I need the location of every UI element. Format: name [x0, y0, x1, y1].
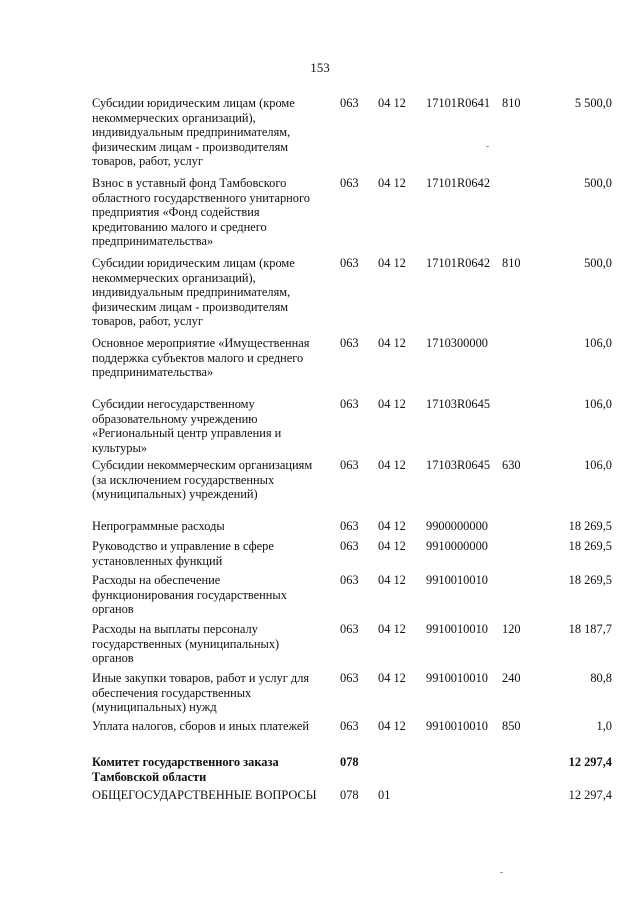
row-section-code: 04 12: [378, 458, 406, 472]
row-section-code: 04 12: [378, 96, 406, 110]
row-target-article: 9900000000: [426, 519, 488, 533]
table-row: [92, 176, 612, 249]
scan-speck: [486, 146, 489, 147]
row-amount: 12 297,4: [568, 788, 612, 802]
row-section-code: 04 12: [378, 622, 406, 636]
row-target-article: 1710300000: [426, 336, 488, 350]
row-ved-code: 078: [340, 755, 359, 769]
row-amount: 500,0: [584, 176, 612, 190]
row-name: Непрограммные расходы: [92, 519, 225, 533]
table-row: [92, 519, 612, 534]
table-row: [92, 96, 612, 169]
row-ved-code: 063: [340, 176, 359, 190]
row-target-article: 9910010010: [426, 622, 488, 636]
row-amount: 1,0: [596, 719, 612, 733]
row-section-code: 04 12: [378, 671, 406, 685]
row-name: Субсидии юридическим лицам (кроме некоммерческих организаций), индивидуальным предпринимателям, физическим лицам - производителям товаров, работ, услуг: [92, 256, 295, 329]
row-ved-code: 063: [340, 573, 359, 587]
table-row: [92, 573, 612, 617]
row-section-code: 04 12: [378, 719, 406, 733]
row-name: ОБЩЕГОСУДАРСТВЕННЫЕ ВОПРОСЫ: [92, 788, 317, 802]
row-amount: 12 297,4: [568, 755, 612, 769]
row-ved-code: 063: [340, 622, 359, 636]
row-section-code: 04 12: [378, 539, 406, 553]
row-name: Субсидии негосударственному образовательному учреждению «Региональный центр управления и культуры»: [92, 397, 282, 455]
row-target-article: 17101R0642: [426, 256, 491, 270]
row-expense-type: 810: [502, 256, 521, 270]
row-ved-code: 063: [340, 519, 359, 533]
row-section-code: 04 12: [378, 336, 406, 350]
row-section-code: 04 12: [378, 256, 406, 270]
row-target-article: 9910010010: [426, 671, 488, 685]
row-ved-code: 078: [340, 788, 359, 802]
row-name: Расходы на обеспечение функционирования государственных органов: [92, 573, 287, 617]
table-row: [92, 788, 612, 803]
row-ved-code: 063: [340, 397, 359, 411]
table-row: [92, 539, 612, 568]
row-expense-type: 850: [502, 719, 521, 733]
row-name: Расходы на выплаты персоналу государственных (муниципальных) органов: [92, 622, 280, 666]
table-row: [92, 458, 612, 502]
row-amount: 106,0: [584, 458, 612, 472]
row-expense-type: 810: [502, 96, 521, 110]
row-target-article: 17103R0645: [426, 397, 491, 411]
table-row: [92, 256, 612, 329]
row-amount: 18 269,5: [568, 519, 612, 533]
row-section-code: 04 12: [378, 573, 406, 587]
row-target-article: 17101R0642: [426, 176, 491, 190]
row-amount: 18 269,5: [568, 539, 612, 553]
row-name: Руководство и управление в сфере установленных функций: [92, 539, 274, 568]
row-section-code: 01: [378, 788, 391, 802]
row-ved-code: 063: [340, 336, 359, 350]
row-amount: 500,0: [584, 256, 612, 270]
scan-speck: [500, 872, 503, 873]
row-section-code: 04 12: [378, 519, 406, 533]
row-name: Субсидии некоммерческим организациям (за исключением государственных (муниципальных) учреждений): [92, 458, 313, 502]
row-target-article: 9910010010: [426, 719, 488, 733]
row-amount: 5 500,0: [574, 96, 612, 110]
row-name: Основное мероприятие «Имущественная поддержка субъектов малого и среднего предпринимательства»: [92, 336, 310, 380]
table-row: [92, 671, 612, 715]
page-number: 153: [310, 60, 330, 75]
table-row: [92, 622, 612, 666]
row-target-article: 9910010010: [426, 573, 488, 587]
row-amount: 80,8: [590, 671, 612, 685]
row-amount: 18 187,7: [568, 622, 612, 636]
row-target-article: 17103R0645: [426, 458, 491, 472]
table-row: [92, 719, 612, 734]
row-amount: 18 269,5: [568, 573, 612, 587]
row-ved-code: 063: [340, 671, 359, 685]
row-target-article: 9910000000: [426, 539, 488, 553]
row-expense-type: 120: [502, 622, 521, 636]
row-target-article: 17101R0641: [426, 96, 491, 110]
row-ved-code: 063: [340, 96, 359, 110]
row-section-code: 04 12: [378, 176, 406, 190]
row-name: Комитет государственного заказа Тамбовской области: [92, 755, 279, 784]
row-name: Взнос в уставный фонд Тамбовского областного государственного унитарного предприятия «Фонд содействия кредитованию малого и среднего предпринимательства»: [92, 176, 310, 249]
row-name: Иные закупки товаров, работ и услуг для обеспечения государственных (муниципальных) нужд: [92, 671, 310, 715]
row-section-code: 04 12: [378, 397, 406, 411]
row-ved-code: 063: [340, 539, 359, 553]
table-row: [92, 755, 612, 784]
row-ved-code: 063: [340, 719, 359, 733]
row-ved-code: 063: [340, 458, 359, 472]
row-expense-type: 240: [502, 671, 521, 685]
table-row: [92, 336, 612, 380]
row-name: Уплата налогов, сборов и иных платежей: [92, 719, 310, 733]
row-amount: 106,0: [584, 336, 612, 350]
row-ved-code: 063: [340, 256, 359, 270]
row-name: Субсидии юридическим лицам (кроме некоммерческих организаций), индивидуальным предпринимателям, физическим лицам - производителям товаров, работ, услуг: [92, 96, 295, 169]
row-expense-type: 630: [502, 458, 521, 472]
row-amount: 106,0: [584, 397, 612, 411]
table-row: [92, 397, 612, 455]
